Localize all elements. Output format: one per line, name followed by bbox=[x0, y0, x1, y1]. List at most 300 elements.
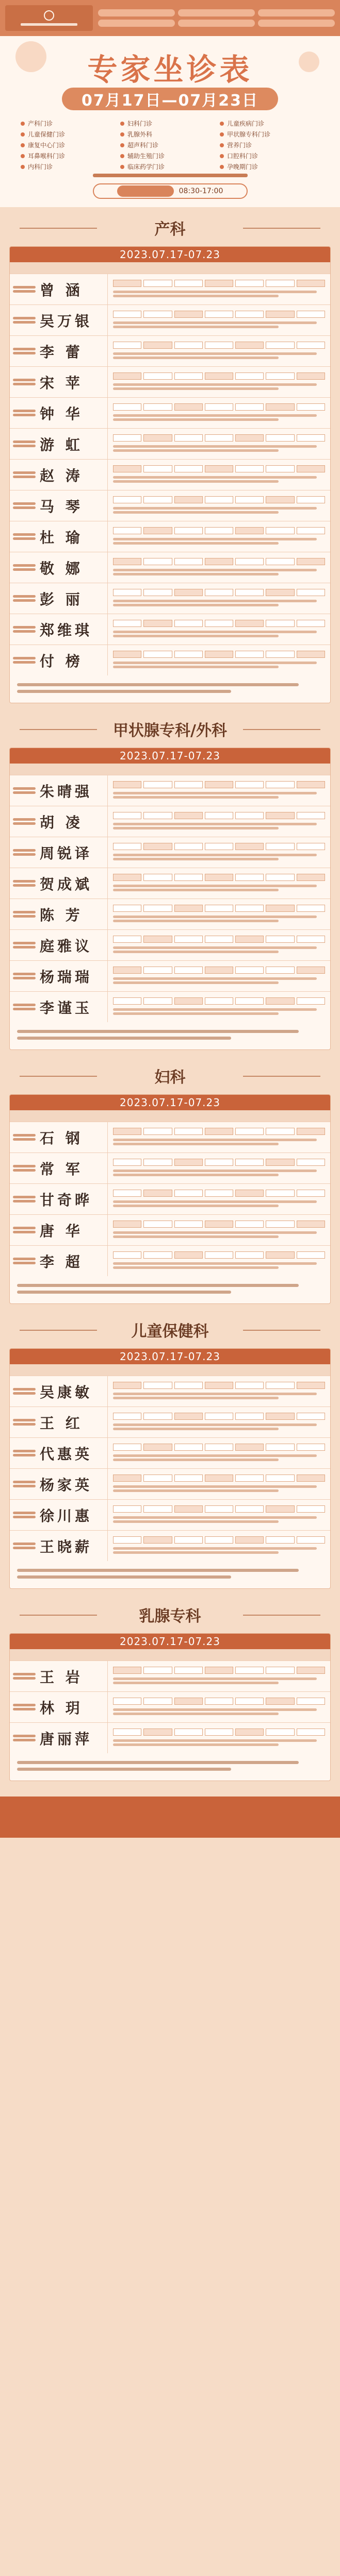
schedule-cell bbox=[266, 874, 294, 881]
doctor-title bbox=[13, 942, 36, 948]
schedule-cell bbox=[174, 620, 203, 627]
doctor-name: 林 玥 bbox=[40, 1699, 83, 1717]
doctor-row bbox=[10, 1122, 330, 1153]
doctor-row bbox=[10, 837, 330, 868]
department-item bbox=[21, 129, 120, 139]
schedule-cell bbox=[143, 1667, 172, 1674]
doctor-schedule bbox=[108, 367, 330, 397]
schedule-cell bbox=[174, 1382, 203, 1389]
doctor-title bbox=[13, 502, 36, 509]
department-item bbox=[120, 140, 220, 150]
schedule-cell bbox=[235, 1251, 264, 1259]
doctor-specialty bbox=[113, 883, 325, 893]
schedule-cell bbox=[143, 311, 172, 318]
doctor-title bbox=[13, 1004, 36, 1010]
schedule-cell bbox=[143, 1190, 172, 1197]
schedule-cell bbox=[143, 967, 172, 974]
schedule-cell bbox=[266, 311, 294, 318]
schedule-cell bbox=[297, 1536, 325, 1544]
schedule-cell bbox=[174, 1536, 203, 1544]
column-header bbox=[10, 1110, 330, 1122]
schedule-cell bbox=[235, 874, 264, 881]
schedule-cell bbox=[205, 527, 233, 534]
doctor-specialty bbox=[113, 629, 325, 639]
schedule-cell bbox=[174, 843, 203, 850]
doctor-title bbox=[13, 1512, 36, 1518]
doctor-name: 吴康敏 bbox=[40, 1383, 93, 1401]
schedule-cell bbox=[297, 997, 325, 1005]
doctor-row bbox=[10, 397, 330, 428]
schedule-cell bbox=[113, 1221, 141, 1228]
schedule-cell bbox=[113, 967, 141, 974]
schedule-cell bbox=[205, 1382, 233, 1389]
schedule-cell bbox=[113, 905, 141, 912]
doctor-title bbox=[13, 1704, 36, 1710]
doctor-name: 陈 芳 bbox=[40, 906, 83, 924]
schedule-cell bbox=[266, 651, 294, 658]
schedule-section bbox=[0, 1055, 340, 1309]
schedule-cell bbox=[235, 620, 264, 627]
doctor-row bbox=[10, 274, 330, 304]
schedule-cell bbox=[266, 1536, 294, 1544]
doctor-schedule bbox=[108, 521, 330, 552]
schedule-cell bbox=[143, 997, 172, 1005]
schedule-cell bbox=[297, 280, 325, 287]
schedule-cell bbox=[174, 434, 203, 442]
section-notes bbox=[10, 1561, 330, 1588]
doctor-specialty bbox=[113, 1137, 325, 1147]
doctor-specialty bbox=[113, 1199, 325, 1209]
schedule-cell bbox=[205, 434, 233, 442]
schedule-cell bbox=[143, 936, 172, 943]
doctor-specialty bbox=[113, 821, 325, 831]
doctor-title bbox=[13, 849, 36, 856]
doctor-specialty bbox=[113, 1546, 325, 1555]
schedule-cell bbox=[113, 434, 141, 442]
schedule-cell bbox=[174, 465, 203, 472]
schedule-card bbox=[9, 1633, 331, 1781]
doctor-name: 李 超 bbox=[40, 1253, 83, 1270]
weekly-schedule bbox=[113, 651, 325, 658]
weekly-schedule bbox=[113, 967, 325, 974]
schedule-cell bbox=[235, 342, 264, 349]
weekly-schedule bbox=[113, 1221, 325, 1228]
date-range-banner: 07月17日—07月23日 bbox=[62, 88, 278, 110]
schedule-cell bbox=[266, 936, 294, 943]
bullet-icon bbox=[120, 132, 124, 137]
weekly-schedule bbox=[113, 1128, 325, 1135]
doctor-schedule bbox=[108, 552, 330, 583]
schedule-cell bbox=[235, 434, 264, 442]
doctor-specialty bbox=[113, 289, 325, 299]
doctor-schedule bbox=[108, 1692, 330, 1722]
schedule-cell bbox=[174, 1159, 203, 1166]
doctor-specialty bbox=[113, 444, 325, 453]
doctor-title bbox=[13, 911, 36, 918]
schedule-cell bbox=[143, 1251, 172, 1259]
doctor-schedule bbox=[108, 1469, 330, 1499]
doctor-title bbox=[13, 880, 36, 887]
weekly-schedule bbox=[113, 874, 325, 881]
doctor-name: 杨家英 bbox=[40, 1476, 93, 1494]
hospital-logo-icon bbox=[44, 10, 54, 21]
schedule-cell bbox=[266, 527, 294, 534]
schedule-cell bbox=[235, 372, 264, 380]
doctor-specialty bbox=[113, 1422, 325, 1432]
weekly-schedule bbox=[113, 781, 325, 788]
schedule-cell bbox=[297, 781, 325, 788]
schedule-cell bbox=[235, 1444, 264, 1451]
schedule-cell bbox=[113, 651, 141, 658]
schedule-cell bbox=[266, 1190, 294, 1197]
schedule-cell bbox=[297, 372, 325, 380]
schedule-cell bbox=[266, 1251, 294, 1259]
schedule-cell bbox=[174, 403, 203, 411]
schedule-cell bbox=[235, 1505, 264, 1513]
doctor-schedule bbox=[108, 961, 330, 991]
doctor-specialty bbox=[113, 1453, 325, 1463]
schedule-cell bbox=[235, 311, 264, 318]
department-label: 产科门诊 bbox=[28, 120, 53, 127]
doctor-title bbox=[13, 533, 36, 540]
bullet-icon bbox=[120, 122, 124, 126]
doctor-row bbox=[10, 775, 330, 806]
doctor-title bbox=[13, 1735, 36, 1741]
weekly-schedule bbox=[113, 1444, 325, 1451]
schedule-cell bbox=[235, 496, 264, 503]
schedule-cell bbox=[235, 997, 264, 1005]
schedule-cell bbox=[205, 812, 233, 819]
schedule-section bbox=[0, 207, 340, 708]
department-item bbox=[120, 151, 220, 161]
weekly-schedule bbox=[113, 558, 325, 565]
doctor-schedule bbox=[108, 1723, 330, 1753]
department-label: 康复中心门诊 bbox=[28, 142, 66, 149]
schedule-card bbox=[9, 1094, 331, 1304]
department-item bbox=[220, 129, 319, 139]
doctor-title bbox=[13, 1227, 36, 1233]
schedule-cell bbox=[297, 1190, 325, 1197]
schedule-cell bbox=[143, 342, 172, 349]
department-label: 临床药学门诊 bbox=[127, 163, 165, 171]
clinic-hours-value: 08:30-17:00 bbox=[179, 187, 223, 195]
doctor-specialty bbox=[113, 1676, 325, 1686]
clinic-hours-label bbox=[117, 185, 174, 197]
doctor-name: 李 蕾 bbox=[40, 343, 83, 361]
section-notes bbox=[10, 1022, 330, 1049]
schedule-cell bbox=[143, 1128, 172, 1135]
doctor-schedule bbox=[108, 645, 330, 675]
department-label: 儿童保健门诊 bbox=[28, 131, 66, 138]
schedule-cell bbox=[174, 967, 203, 974]
schedule-cell bbox=[266, 1444, 294, 1451]
schedule-cell bbox=[266, 781, 294, 788]
doctor-title bbox=[13, 564, 36, 571]
doctor-name: 钟 华 bbox=[40, 405, 83, 422]
doctor-row bbox=[10, 1153, 330, 1183]
department-item bbox=[21, 162, 120, 172]
doctor-row bbox=[10, 1691, 330, 1722]
schedule-cell bbox=[297, 967, 325, 974]
schedule-cell bbox=[113, 1251, 141, 1259]
schedule-cell bbox=[235, 280, 264, 287]
schedule-cell bbox=[266, 372, 294, 380]
doctor-schedule bbox=[108, 1407, 330, 1437]
doctor-row bbox=[10, 645, 330, 675]
schedule-cell bbox=[297, 496, 325, 503]
weekly-schedule bbox=[113, 620, 325, 627]
schedule-cell bbox=[205, 620, 233, 627]
doctor-specialty bbox=[113, 1391, 325, 1401]
doctor-specialty bbox=[113, 1230, 325, 1240]
doctor-title bbox=[13, 1673, 36, 1680]
doctor-name: 石 钢 bbox=[40, 1129, 83, 1147]
schedule-cell bbox=[235, 465, 264, 472]
department-item bbox=[220, 140, 319, 150]
schedule-cell bbox=[297, 936, 325, 943]
department-item bbox=[21, 118, 120, 128]
doctor-specialty bbox=[113, 1484, 325, 1494]
weekly-schedule bbox=[113, 1382, 325, 1389]
schedule-cell bbox=[297, 1505, 325, 1513]
doctor-name: 胡 凌 bbox=[40, 814, 83, 831]
schedule-cell bbox=[266, 1505, 294, 1513]
doctor-specialty bbox=[113, 474, 325, 484]
hospital-logo bbox=[5, 5, 93, 31]
doctor-specialty bbox=[113, 976, 325, 986]
schedule-cell bbox=[205, 558, 233, 565]
department-label: 营养门诊 bbox=[227, 142, 252, 149]
schedule-cell bbox=[205, 905, 233, 912]
schedule-cell bbox=[113, 936, 141, 943]
schedule-cell bbox=[266, 1413, 294, 1420]
bullet-icon bbox=[120, 154, 124, 158]
bullet-icon bbox=[220, 132, 224, 137]
doctor-name: 代惠英 bbox=[40, 1445, 93, 1463]
doctor-schedule bbox=[108, 1122, 330, 1153]
doctor-schedule bbox=[108, 775, 330, 806]
schedule-cell bbox=[235, 1536, 264, 1544]
schedule-cell bbox=[205, 997, 233, 1005]
schedule-cell bbox=[297, 1698, 325, 1705]
doctor-row bbox=[10, 806, 330, 837]
department-list bbox=[21, 118, 319, 172]
doctor-title bbox=[13, 1543, 36, 1549]
schedule-cell bbox=[266, 558, 294, 565]
doctor-row bbox=[10, 552, 330, 583]
schedule-cell bbox=[143, 1698, 172, 1705]
doctor-title bbox=[13, 348, 36, 354]
schedule-cell bbox=[113, 1505, 141, 1513]
schedule-cell bbox=[143, 1505, 172, 1513]
weekly-schedule bbox=[113, 496, 325, 503]
schedule-cell bbox=[174, 905, 203, 912]
schedule-cell bbox=[205, 967, 233, 974]
schedule-cell bbox=[266, 589, 294, 596]
doctor-name: 贺成斌 bbox=[40, 875, 93, 893]
department-item bbox=[21, 140, 120, 150]
doctor-name: 常 军 bbox=[40, 1160, 83, 1178]
bullet-icon bbox=[220, 154, 224, 158]
schedule-cell bbox=[205, 1728, 233, 1736]
schedule-cell bbox=[205, 311, 233, 318]
schedule-cell bbox=[174, 311, 203, 318]
doctor-specialty bbox=[113, 914, 325, 924]
bullet-icon bbox=[21, 165, 25, 169]
doctor-title bbox=[13, 818, 36, 825]
schedule-cell bbox=[235, 1698, 264, 1705]
schedule-cell bbox=[235, 558, 264, 565]
schedule-cell bbox=[113, 1128, 141, 1135]
section-notes bbox=[10, 1753, 330, 1781]
schedule-cell bbox=[174, 1475, 203, 1482]
weekly-schedule bbox=[113, 311, 325, 318]
weekly-schedule bbox=[113, 403, 325, 411]
doctor-name: 敬 娜 bbox=[40, 560, 83, 577]
schedule-date: 2023.07.17-07.23 bbox=[10, 1349, 330, 1364]
schedule-cell bbox=[113, 1190, 141, 1197]
doctor-name: 杜 瑜 bbox=[40, 529, 83, 546]
schedule-cell bbox=[143, 527, 172, 534]
weekly-schedule bbox=[113, 1667, 325, 1674]
schedule-cell bbox=[235, 1667, 264, 1674]
doctor-schedule bbox=[108, 583, 330, 614]
section-title: 产科 bbox=[9, 216, 331, 239]
doctor-name: 庭雅议 bbox=[40, 937, 93, 955]
schedule-cell bbox=[266, 342, 294, 349]
doctor-schedule bbox=[108, 490, 330, 521]
doctor-title bbox=[13, 1481, 36, 1487]
schedule-cell bbox=[266, 1667, 294, 1674]
doctor-name: 唐 华 bbox=[40, 1222, 83, 1240]
bullet-icon bbox=[220, 122, 224, 126]
schedule-cell bbox=[235, 936, 264, 943]
schedule-cell bbox=[205, 1505, 233, 1513]
schedule-cell bbox=[113, 589, 141, 596]
schedule-cell bbox=[143, 651, 172, 658]
doctor-row bbox=[10, 1530, 330, 1561]
doctor-title bbox=[13, 471, 36, 478]
schedule-cell bbox=[113, 311, 141, 318]
doctor-row bbox=[10, 1376, 330, 1406]
schedule-cell bbox=[143, 465, 172, 472]
schedule-cell bbox=[205, 874, 233, 881]
doctor-row bbox=[10, 304, 330, 335]
bullet-icon bbox=[220, 143, 224, 147]
schedule-card bbox=[9, 246, 331, 703]
schedule-cell bbox=[113, 403, 141, 411]
doctor-title bbox=[13, 440, 36, 447]
department-label: 超声科门诊 bbox=[127, 142, 159, 149]
doctor-row bbox=[10, 991, 330, 1022]
doctor-name: 马 琴 bbox=[40, 498, 83, 515]
schedule-cell bbox=[266, 1382, 294, 1389]
doctor-schedule bbox=[108, 1246, 330, 1276]
doctor-schedule bbox=[108, 274, 330, 304]
weekly-schedule bbox=[113, 1698, 325, 1705]
doctor-title bbox=[13, 410, 36, 416]
doctor-specialty bbox=[113, 945, 325, 955]
doctor-specialty bbox=[113, 1707, 325, 1717]
schedule-section bbox=[0, 708, 340, 1055]
schedule-cell bbox=[113, 1667, 141, 1674]
schedule-cell bbox=[174, 997, 203, 1005]
department-item bbox=[120, 129, 220, 139]
doctor-row bbox=[10, 614, 330, 645]
doctor-name: 徐川惠 bbox=[40, 1507, 93, 1524]
schedule-cell bbox=[205, 1221, 233, 1228]
schedule-cell bbox=[174, 1221, 203, 1228]
schedule-cell bbox=[205, 1251, 233, 1259]
schedule-cell bbox=[174, 527, 203, 534]
weekly-schedule bbox=[113, 997, 325, 1005]
schedule-cell bbox=[235, 843, 264, 850]
header-bar bbox=[0, 0, 340, 36]
schedule-cell bbox=[174, 936, 203, 943]
department-item bbox=[120, 118, 220, 128]
schedule-cell bbox=[143, 558, 172, 565]
logo-text-mark bbox=[21, 23, 77, 26]
department-label: 耳鼻喉科门诊 bbox=[28, 152, 66, 160]
title-area bbox=[0, 36, 340, 171]
weekly-schedule bbox=[113, 905, 325, 912]
doctor-title bbox=[13, 595, 36, 602]
doctor-name: 唐丽萍 bbox=[40, 1730, 93, 1748]
schedule-cell bbox=[297, 1251, 325, 1259]
schedule-cell bbox=[266, 496, 294, 503]
doctor-row bbox=[10, 490, 330, 521]
schedule-cell bbox=[235, 1382, 264, 1389]
schedule-cell bbox=[174, 589, 203, 596]
schedule-cell bbox=[297, 651, 325, 658]
doctor-schedule bbox=[108, 305, 330, 335]
weekly-schedule bbox=[113, 372, 325, 380]
schedule-cell bbox=[297, 1128, 325, 1135]
schedule-card bbox=[9, 1348, 331, 1589]
doctor-title bbox=[13, 787, 36, 794]
schedule-cell bbox=[174, 496, 203, 503]
schedule-cell bbox=[143, 1413, 172, 1420]
doctor-title bbox=[13, 973, 36, 979]
doctor-specialty bbox=[113, 1261, 325, 1270]
doctor-schedule bbox=[108, 1438, 330, 1468]
schedule-cell bbox=[297, 465, 325, 472]
weekly-schedule bbox=[113, 1159, 325, 1166]
schedule-cell bbox=[113, 843, 141, 850]
doctor-specialty bbox=[113, 1007, 325, 1016]
schedule-cell bbox=[113, 1728, 141, 1736]
doctor-specialty bbox=[113, 351, 325, 361]
doctor-name: 付 榜 bbox=[40, 652, 83, 670]
schedule-cell bbox=[174, 874, 203, 881]
doctor-specialty bbox=[113, 852, 325, 862]
schedule-cell bbox=[113, 527, 141, 534]
doctor-name: 郑维琪 bbox=[40, 621, 93, 639]
doctor-specialty bbox=[113, 567, 325, 577]
schedule-cell bbox=[297, 558, 325, 565]
doctor-row bbox=[10, 335, 330, 366]
doctor-specialty bbox=[113, 1515, 325, 1524]
weekly-schedule bbox=[113, 465, 325, 472]
doctor-row bbox=[10, 899, 330, 929]
department-item bbox=[120, 162, 220, 172]
doctor-name: 彭 丽 bbox=[40, 590, 83, 608]
schedule-cell bbox=[143, 1444, 172, 1451]
schedule-cell bbox=[143, 620, 172, 627]
department-label: 乳腺外科 bbox=[127, 131, 153, 138]
schedule-cell bbox=[143, 589, 172, 596]
schedule-cell bbox=[205, 781, 233, 788]
